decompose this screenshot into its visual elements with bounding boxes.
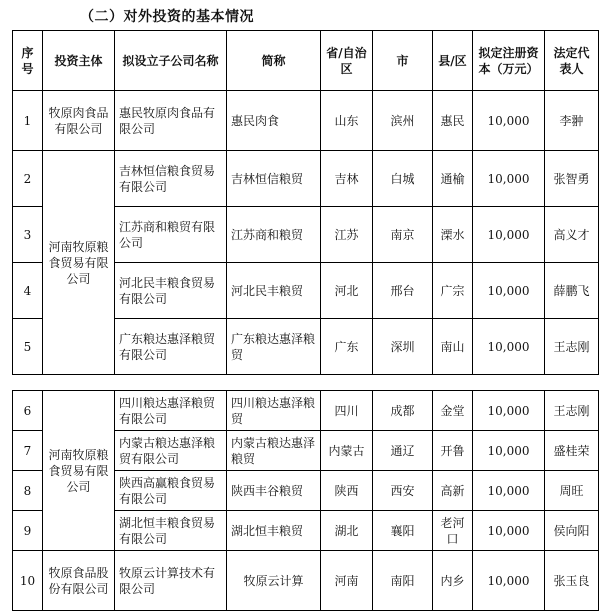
row-capital: 10,000 xyxy=(473,391,545,431)
header-province: 省/自治区 xyxy=(321,31,373,91)
row-county: 开鲁 xyxy=(433,431,473,471)
row-investor: 牧原肉食品有限公司 xyxy=(43,91,115,151)
row-subsidiary: 惠民牧原肉食品有限公司 xyxy=(115,91,227,151)
row-representative: 张玉良 xyxy=(545,551,599,611)
row-subsidiary: 四川粮达惠泽粮贸有限公司 xyxy=(115,391,227,431)
row-province: 内蒙古 xyxy=(321,431,373,471)
row-representative: 张智勇 xyxy=(545,151,599,207)
row-county: 老河口 xyxy=(433,511,473,551)
row-capital: 10,000 xyxy=(473,263,545,319)
row-no: 9 xyxy=(13,511,43,551)
row-short-name: 湖北恒丰粮贸 xyxy=(227,511,321,551)
row-county: 惠民 xyxy=(433,91,473,151)
row-representative: 侯向阳 xyxy=(545,511,599,551)
row-capital: 10,000 xyxy=(473,431,545,471)
header-county: 县/区 xyxy=(433,31,473,91)
row-city: 邢台 xyxy=(373,263,433,319)
row-capital: 10,000 xyxy=(473,511,545,551)
row-city: 成都 xyxy=(373,391,433,431)
investment-table-part-2 xyxy=(12,390,599,611)
header-city: 市 xyxy=(373,31,433,91)
row-no: 3 xyxy=(13,207,43,263)
row-short-name: 牧原云计算 xyxy=(227,551,321,611)
row-city: 南阳 xyxy=(373,551,433,611)
row-city: 南京 xyxy=(373,207,433,263)
row-subsidiary: 河北民丰粮食贸易有限公司 xyxy=(115,263,227,319)
row-no: 2 xyxy=(13,151,43,207)
row-province: 广东 xyxy=(321,319,373,375)
row-capital: 10,000 xyxy=(473,551,545,611)
row-capital: 10,000 xyxy=(473,91,545,151)
row-province: 吉林 xyxy=(321,151,373,207)
row-no: 4 xyxy=(13,263,43,319)
row-subsidiary: 牧原云计算技术有限公司 xyxy=(115,551,227,611)
row-no: 8 xyxy=(13,471,43,511)
row-short-name: 陕西丰谷粮贸 xyxy=(227,471,321,511)
row-short-name: 吉林恒信粮贸 xyxy=(227,151,321,207)
row-representative: 李翀 xyxy=(545,91,599,151)
row-county: 通榆 xyxy=(433,151,473,207)
row-county: 金堂 xyxy=(433,391,473,431)
table-row xyxy=(13,91,599,151)
header-no: 序号 xyxy=(13,31,43,91)
row-short-name: 江苏商和粮贸 xyxy=(227,207,321,263)
table-row xyxy=(13,391,599,431)
row-province: 四川 xyxy=(321,391,373,431)
header-subsidiary: 拟设立子公司名称 xyxy=(115,31,227,91)
row-city: 深圳 xyxy=(373,319,433,375)
row-short-name: 广东粮达惠泽粮贸 xyxy=(227,319,321,375)
row-city: 通辽 xyxy=(373,431,433,471)
row-capital: 10,000 xyxy=(473,319,545,375)
investment-table-part-1 xyxy=(12,30,599,375)
row-province: 江苏 xyxy=(321,207,373,263)
row-short-name: 惠民肉食 xyxy=(227,91,321,151)
row-investor: 河南牧原粮食贸易有限公司 xyxy=(43,151,115,375)
row-province: 湖北 xyxy=(321,511,373,551)
row-county: 高新 xyxy=(433,471,473,511)
row-city: 襄阳 xyxy=(373,511,433,551)
header-investor: 投资主体 xyxy=(43,31,115,91)
table-row xyxy=(13,151,599,207)
row-no: 5 xyxy=(13,319,43,375)
row-investor: 河南牧原粮食贸易有限公司 xyxy=(43,391,115,551)
header-capital: 拟定注册资本（万元） xyxy=(473,31,545,91)
row-no: 10 xyxy=(13,551,43,611)
row-province: 河北 xyxy=(321,263,373,319)
row-representative: 盛桂荣 xyxy=(545,431,599,471)
table-row xyxy=(13,551,599,611)
row-investor: 牧原食品股份有限公司 xyxy=(43,551,115,611)
row-subsidiary: 江苏商和粮贸有限公司 xyxy=(115,207,227,263)
row-capital: 10,000 xyxy=(473,471,545,511)
row-city: 西安 xyxy=(373,471,433,511)
row-no: 1 xyxy=(13,91,43,151)
row-representative: 薛鹏飞 xyxy=(545,263,599,319)
header-short-name: 简称 xyxy=(227,31,321,91)
row-province: 河南 xyxy=(321,551,373,611)
row-county: 广宗 xyxy=(433,263,473,319)
row-capital: 10,000 xyxy=(473,151,545,207)
row-short-name: 四川粮达惠泽粮贸 xyxy=(227,391,321,431)
row-subsidiary: 吉林恒信粮食贸易有限公司 xyxy=(115,151,227,207)
header-row xyxy=(13,31,599,91)
row-short-name: 内蒙古粮达惠泽粮贸 xyxy=(227,431,321,471)
row-representative: 王志刚 xyxy=(545,319,599,375)
row-no: 6 xyxy=(13,391,43,431)
row-representative: 高义才 xyxy=(545,207,599,263)
row-county: 内乡 xyxy=(433,551,473,611)
row-city: 滨州 xyxy=(373,91,433,151)
row-province: 山东 xyxy=(321,91,373,151)
row-county: 南山 xyxy=(433,319,473,375)
row-no: 7 xyxy=(13,431,43,471)
row-province: 陕西 xyxy=(321,471,373,511)
row-city: 白城 xyxy=(373,151,433,207)
section-heading: （二）对外投资的基本情况 xyxy=(80,9,254,25)
row-subsidiary: 陕西高赢粮食贸易有限公司 xyxy=(115,471,227,511)
row-representative: 周旺 xyxy=(545,471,599,511)
header-representative: 法定代表人 xyxy=(545,31,599,91)
row-subsidiary: 内蒙古粮达惠泽粮贸有限公司 xyxy=(115,431,227,471)
row-subsidiary: 广东粮达惠泽粮贸有限公司 xyxy=(115,319,227,375)
row-county: 溧水 xyxy=(433,207,473,263)
row-short-name: 河北民丰粮贸 xyxy=(227,263,321,319)
row-subsidiary: 湖北恒丰粮食贸易有限公司 xyxy=(115,511,227,551)
row-representative: 王志刚 xyxy=(545,391,599,431)
row-capital: 10,000 xyxy=(473,207,545,263)
